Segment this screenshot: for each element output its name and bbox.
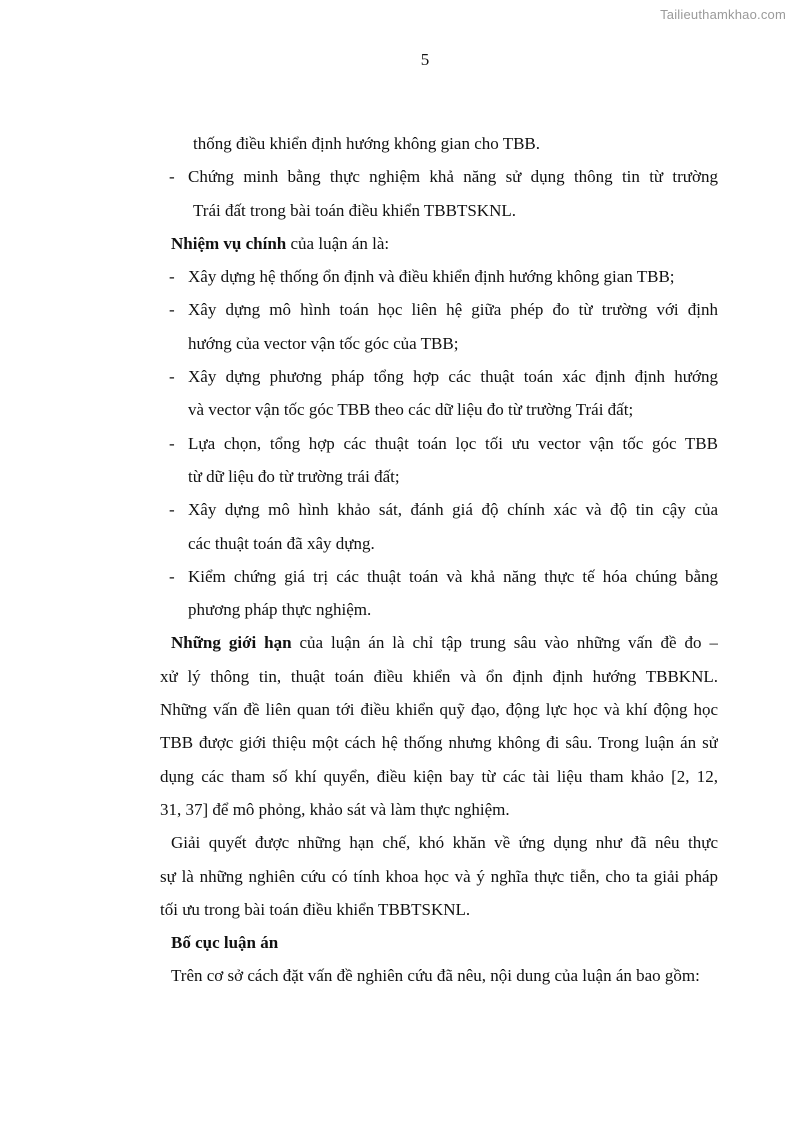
bullet-proof-line1 [160, 160, 718, 193]
layout-intro: Trên cơ sở cách đặt vấn đề nghiên cứu đã nêu, nội dung của luận án bao gồm: [171, 966, 700, 986]
limits-line4: TBB được giới thiệu một cách hệ thống nhưng không đi sâu. Trong luận án sử [160, 733, 718, 753]
limits-line3: Những vấn đề liên quan tới điều khiển quỹ đạo, động lực học và khí động học [160, 700, 718, 720]
task-text: Kiểm chứng giá trị các thuật toán và khả năng thực tế hóa chúng bằng [188, 566, 718, 586]
task-item-2-line1 [160, 293, 718, 326]
layout-heading-text: Bố cục luận án [171, 933, 279, 953]
page-body [160, 127, 718, 993]
task-item-6-line2: phương pháp thực nghiệm. [188, 600, 372, 620]
dash-marker: - [169, 267, 175, 287]
limits-bold: Những giới hạn [171, 633, 292, 653]
bullet-proof-line2: Trái đất trong bài toán điều khiển TBBTSKNL. [193, 200, 516, 220]
dash-marker: - [169, 500, 175, 520]
task-text: Xây dựng mô hình toán học liên hệ giữa phép đo từ trường với định [188, 300, 718, 320]
bullet-text: Chứng minh bằng thực nghiệm khả năng sử dụng thông tin từ trường [188, 167, 718, 187]
task-item-3-line2: và vector vận tốc góc TBB theo các dữ liệu đo từ trường Trái đất; [188, 400, 634, 420]
dash-marker: - [169, 300, 175, 320]
tasks-rest: của luận án là: [286, 233, 390, 253]
task-item-5-line2: các thuật toán đã xây dựng. [188, 533, 375, 553]
task-item-2-line2: hướng của vector vận tốc góc của TBB; [188, 333, 459, 353]
limits-rest: của luận án là chỉ tập trung sâu vào những vấn đề đo – [291, 633, 718, 653]
tasks-heading [160, 227, 718, 260]
dash-marker: - [169, 167, 175, 187]
layout-heading [160, 926, 718, 959]
task-text: Xây dựng mô hình khảo sát, đánh giá độ chính xác và độ tin cậy của [188, 500, 718, 520]
dash-marker: - [169, 566, 175, 586]
task-item-5-line1 [160, 493, 718, 526]
dash-marker: - [169, 433, 175, 453]
task-item-6-line1 [160, 560, 718, 593]
watermark: Tailieuthamkhao.com [660, 7, 786, 22]
page-number: 5 [420, 50, 430, 69]
task-item-3-line1 [160, 360, 718, 393]
limits-line2: xử lý thông tin, thuật toán điều khiển và ổn định định hướng TBBKNL. [160, 666, 718, 686]
limits-line1 [160, 626, 718, 659]
solve-line2: sự là những nghiên cứu có tính khoa học và ý nghĩa thực tiễn, cho ta giải pháp [160, 866, 718, 886]
solve-line3: tối ưu trong bài toán điều khiển TBBTSKNL. [160, 899, 471, 919]
limits-line6: 31, 37] để mô phỏng, khảo sát và làm thực nghiệm. [160, 799, 510, 819]
task-item-1 [160, 260, 718, 293]
limits-line5: dụng các tham số khí quyển, điều kiện bay từ các tài liệu tham khảo [2, 12, [160, 766, 718, 786]
continued-line: thống điều khiển định hướng không gian cho TBB. [193, 134, 541, 153]
task-text: Xây dựng phương pháp tổng hợp các thuật toán xác định định hướng [188, 367, 718, 387]
tasks-bold: Nhiệm vụ chính [171, 233, 287, 253]
task-text: Lựa chọn, tổng hợp các thuật toán lọc tối ưu vector vận tốc góc TBB [188, 433, 718, 453]
task-item-4-line2: từ dữ liệu đo từ trường trái đất; [188, 466, 400, 486]
solve-line1: Giải quyết được những hạn chế, khó khăn về ứng dụng như đã nêu thực [171, 833, 718, 853]
task-item-4-line1 [160, 427, 718, 460]
dash-marker: - [169, 367, 175, 387]
task-text: Xây dựng hệ thống ổn định và điều khiển định hướng không gian TBB; [188, 267, 675, 287]
